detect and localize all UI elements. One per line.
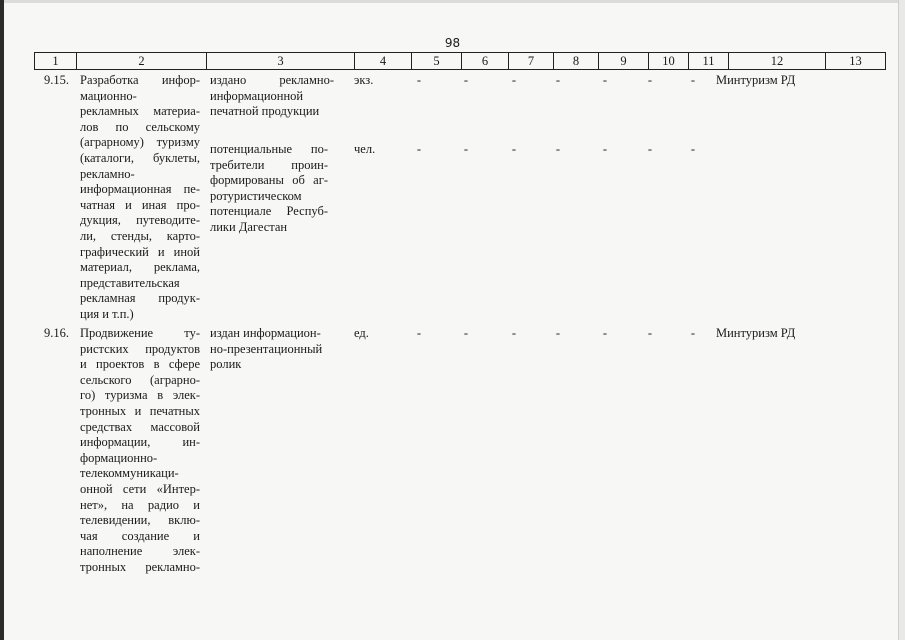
description-line: телекоммуникаци- [80,466,179,481]
description-line: (каталоги, буклеты, [80,150,200,165]
unit-label: экз. [354,73,374,87]
row-description [80,73,200,323]
value-cell: - [647,326,653,340]
page-number: 98 [444,36,461,50]
unit-label: чел. [354,142,376,156]
indicator-line: потенциальные по- [210,142,328,156]
description-line: графический и иной [80,244,200,259]
description-line: онной сети «Интер- [80,481,200,496]
indicator-line: информационной [210,88,304,103]
value-cell: - [602,142,608,156]
description-line: мационно- [80,88,137,103]
column-header: 5 [412,53,462,70]
responsible-agency: Минтуризм РД [716,73,796,87]
column-header: 13 [826,53,886,70]
column-header: 1 [35,53,77,70]
indicator-text [210,326,332,373]
value-cell: - [511,142,517,156]
row-number: 9.16. [44,326,69,340]
column-header: 8 [554,53,599,70]
description-line: материал, реклама, [80,260,200,275]
description-line: и проектов в сфере [80,357,200,372]
indicator-line: издано рекламно- [210,73,334,87]
value-cell: - [463,73,469,87]
column-header: 10 [649,53,689,70]
column-header-table [34,52,886,70]
indicator-line: формированы об аг- [210,173,328,188]
scan-edge-right [898,0,905,640]
description-line: (аграрному) туризму [80,135,200,150]
value-cell: - [690,73,696,87]
indicator-text [210,73,334,120]
description-line: ли, стенды, карто- [80,228,200,243]
description-line: формационно- [80,450,158,465]
value-cell: - [416,326,422,340]
description-line: нет», на радио и [80,497,200,512]
column-header: 11 [689,53,729,70]
description-line: наполнение элек- [80,544,200,559]
row-number: 9.15. [44,73,69,87]
value-cell: - [690,142,696,156]
value-cell: - [463,142,469,156]
column-header: 3 [207,53,355,70]
description-line: информационная пе- [80,182,200,197]
value-cell: - [511,73,517,87]
description-line: чатная и иная про- [80,197,200,212]
description-line: го) туризма в элек- [80,388,200,403]
indicator-line: издан информацион- [210,326,321,340]
description-line: сельского (аграрно- [80,372,200,387]
column-header: 6 [462,53,509,70]
value-cell: - [690,326,696,340]
scan-edge-left [0,0,4,640]
value-cell: - [416,142,422,156]
column-header: 7 [509,53,554,70]
column-header-row [35,53,886,70]
value-cell: - [555,73,561,87]
indicator-line: ролик [210,357,242,372]
unit-label: ед. [354,326,369,340]
value-cell: - [602,326,608,340]
description-line: ция и т.п.) [80,306,134,321]
indicator-line: лики Дагестан [210,219,288,234]
indicator-text [210,142,328,236]
indicator-line: но-презентационный [210,341,323,356]
column-header: 2 [77,53,207,70]
value-cell: - [511,326,517,340]
description-line: телевидении, вклю- [80,513,200,528]
description-line: рекламная продук- [80,291,200,306]
description-line: тронных рекламно- [80,559,200,574]
responsible-agency: Минтуризм РД [716,326,796,340]
description-line: представительская [80,275,180,290]
value-cell: - [463,326,469,340]
value-cell: - [602,73,608,87]
value-cell: - [555,142,561,156]
indicator-line: требители проин- [210,157,328,172]
indicator-line: печатной продукции [210,104,320,119]
value-cell: - [647,73,653,87]
description-line: средствах массовой [80,419,200,434]
value-cell: - [647,142,653,156]
description-line: тронных и печатных [80,403,200,418]
column-header: 4 [355,53,412,70]
description-line: рекламных материа- [80,104,200,119]
indicator-line: потенциале Респуб- [210,204,328,219]
description-line: дукция, путеводите- [80,213,200,228]
column-header: 9 [599,53,649,70]
value-cell: - [555,326,561,340]
description-line: Разработка инфор- [80,73,200,87]
description-line: ристских продуктов [80,341,200,356]
column-header: 12 [729,53,826,70]
description-line: чая создание и [80,528,200,543]
description-line: лов по сельскому [80,119,200,134]
row-description [80,326,200,576]
indicator-line: ротуристическом [210,188,302,203]
description-line: рекламно- [80,166,135,181]
description-line: информации, ин- [80,435,200,450]
description-line: Продвижение ту- [80,326,200,340]
value-cell: - [416,73,422,87]
scan-edge-top [0,0,905,3]
